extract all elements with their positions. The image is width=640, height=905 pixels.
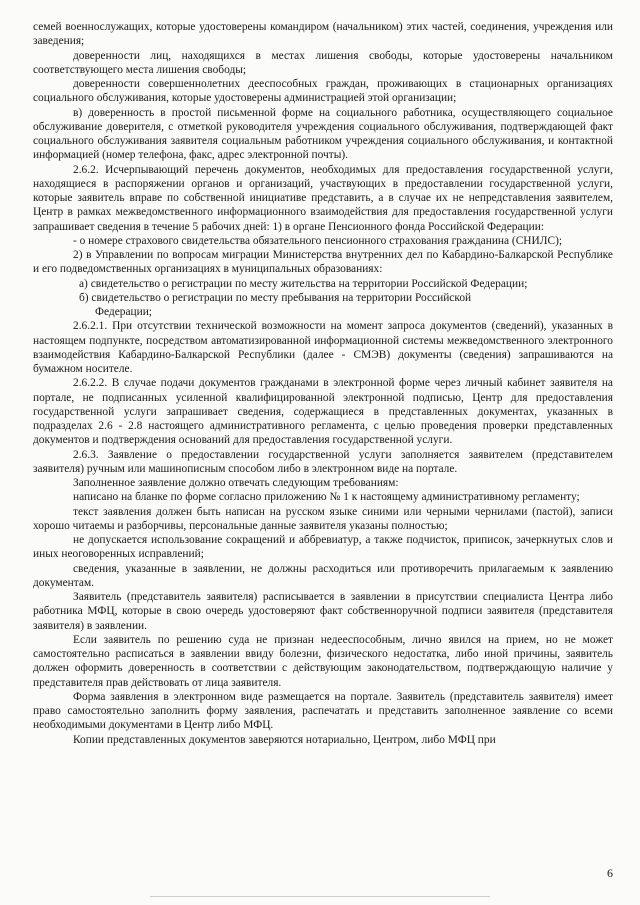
paragraph: Форма заявления в электронном виде размещается на портале. Заявитель (представитель заявителя) имеет право самостоятельно заполнить форму заявления, распечатать и представить заполненное заявление со всеми необходимыми документами в Центр либо МФЦ. (33, 690, 613, 732)
paragraph: доверенности лиц, находящихся в местах лишения свободы, которые удостоверены начальником соответствующего места лишения свободы; (33, 49, 613, 76)
paragraph: семей военнослужащих, которые удостоверены командиром (начальником) этих частей, соединения, учреждения или заведения; (33, 21, 613, 48)
paragraph: - о номере страхового свидетельства обязательного пенсионного страхования гражданина (СНИЛС); (73, 234, 563, 247)
paragraph: 2.6.3. Заявление о предоставлении государственной услуги заполняется заявителем (представителем заявителя) ручным или машинописным способом либо в электронном виде на портале. (33, 448, 613, 475)
paragraph: сведения, указанные в заявлении, не должны расходиться или противоречить прилагаемым к заявлению документам. (33, 562, 613, 589)
paragraph: 2.6.2.2. В случае подачи документов гражданами в электронной форме через личный кабинет заявителя на портале, не подписанных усиленной квалифицированной электронной подписью, Центр для предоставления государственной услуги запрашивает сведения, содержащиеся в представленных документах, указанных в подразделах 2.6 - 2.8 настоящего административного регламента, с целью проведения проверки представленных документов и подтверждения оснований для предоставления государственной услуги. (33, 377, 613, 447)
paragraph: написано на бланке по форме согласно приложению № 1 к настоящему административному регламенту; (73, 491, 580, 504)
paragraph: а) свидетельство о регистрации по месту жительства на территории Российской Федерации; (79, 277, 528, 290)
scan-divider (150, 896, 490, 897)
paragraph: 2.6.2. Исчерпывающий перечень документов, необходимых для предоставления государственной услуги, находящиеся в распоряжении органов и организаций, участвующих в предоставлении государственной услуги, которые заявитель вправе по собственной инициативе представить, а в случае их не непредставления заявителем, Центр в рамках межведомственного информационного взаимодействия для предоставления государственной услуги запрашивает сведения в течение 5 рабочих дней: 1) в органе Пенсионного фонда Российской Федерации: (33, 163, 613, 233)
paragraph: Федерации; (95, 306, 152, 318)
paragraph: Заявитель (представитель заявителя) расписывается в заявлении в присутствии специалиста Центра либо работника МФЦ, которые в свою очередь удостоверяют факт собственноручной подписи заявителя (представителя заявителя) в заявлении. (33, 591, 613, 632)
paragraph: текст заявления должен быть написан на русском языке синими или черными чернилами (пастой), записи хорошо читаемы и разборчивы, персональные данные заявителя указаны полностью; (33, 505, 613, 532)
paragraph: 2.6.2.1. При отсутствии технической возможности на момент запроса документов (сведений), указанных в настоящем подпункте, посредством автоматизированной информационной системы межведомственного электронного взаимодействия Кабардино-Балкарской Республики (далее - СМЭВ) документы (сведения) запрашиваются на бумажном носителе. (33, 320, 613, 375)
paragraph: Заполненное заявление должно отвечать следующим требованиям: (73, 477, 399, 489)
paragraph: Копии представленных документов заверяются нотариально, Центром, либо МФЦ при (73, 733, 496, 746)
paragraph: доверенности совершеннолетних дееспособных граждан, проживающих в стационарных организациях социального обслуживания, которые удостоверены администрацией этой организации; (33, 78, 613, 105)
document-body (33, 20, 613, 747)
paragraph: б) свидетельство о регистрации по месту пребывания на территории Российской (79, 291, 472, 304)
page-number: 6 (607, 866, 613, 880)
paragraph: 2) в Управлении по вопросам миграции Министерства внутренних дел по Кабардино-Балкарской Республике и его подведомственных организациях в муниципальных образованиях: (33, 249, 613, 276)
paragraph: Если заявитель по решению суда не признан недееспособным, лично явился на прием, но не может самостоятельно расписаться в заявлении ввиду болезни, физического недостатка, либо иной причины, заявитель должен оформить доверенность в соответствии с действующим законодательством, подтверждающую наличие у представителя прав действовать от лица заявителя. (33, 633, 613, 689)
paragraph: в) доверенность в простой письменной форме на социального работника, осуществляющего социальное обслуживание доверителя, с отметкой руководителя учреждения социального обслуживания, подтверждающей факт социального обслуживания заявителя социальным работником учреждения социального обслуживания, и контактной информацией (номер телефона, факс, адрес электронной почты). (33, 106, 613, 162)
paragraph: не допускается использование сокращений и аббревиатур, а также подчисток, приписок, зачеркнутых слов и иных неоговоренных исправлений; (33, 534, 613, 561)
